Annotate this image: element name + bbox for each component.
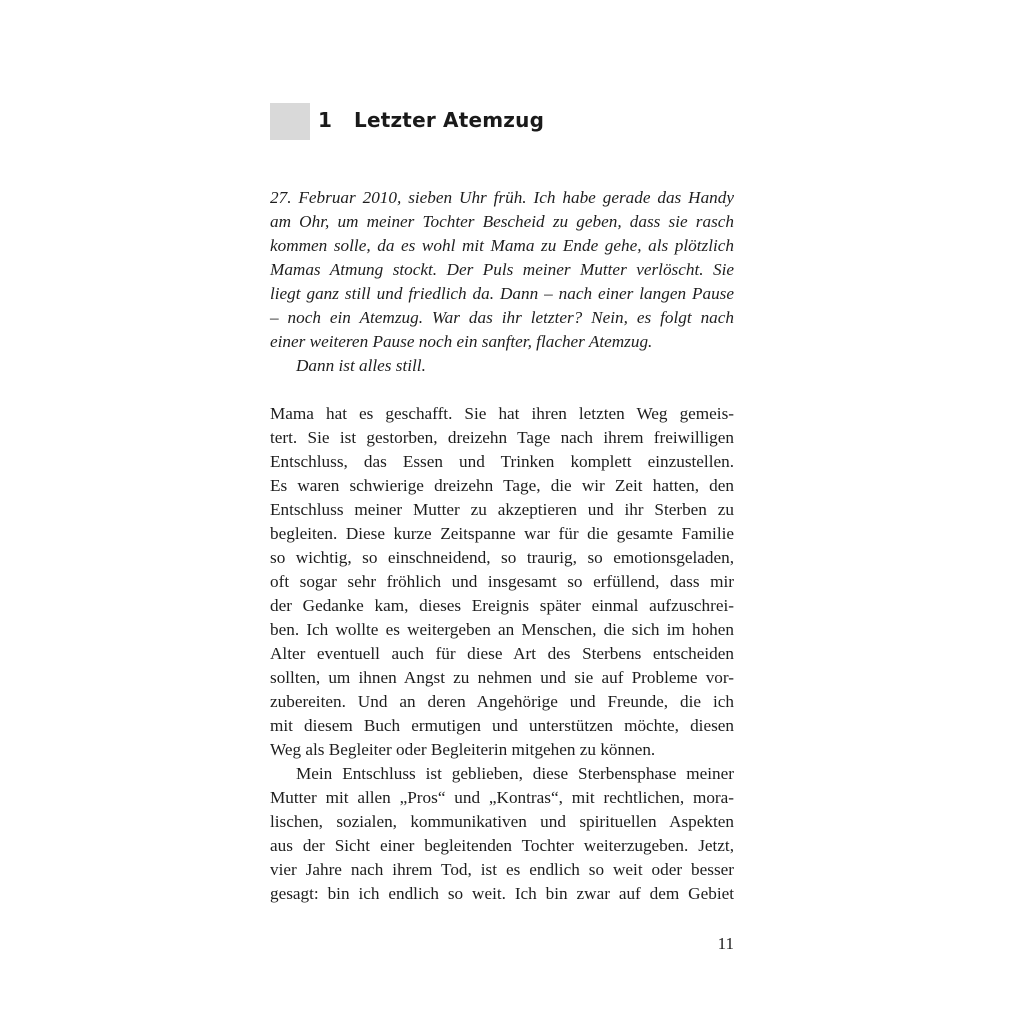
chapter-heading xyxy=(318,108,544,132)
text-line: Es waren schwierige dreizehn Tage, die wir Zeit hatten, den xyxy=(270,476,734,495)
text-line: ben. Ich wollte es weitergeben an Menschen, die sich im hohen xyxy=(270,620,734,639)
chapter-title: Letzter Atemzug xyxy=(354,108,545,132)
text-line: Mein Entschluss ist geblieben, diese Sterbensphase meiner xyxy=(296,764,734,783)
chapter-marker-box xyxy=(270,103,310,140)
chapter-number: 1 xyxy=(318,108,333,132)
text-line: Entschluss meiner Mutter zu akzeptieren und ihr Sterben zu xyxy=(270,500,734,519)
text-line: Mutter mit allen „Pros“ und „Kontras“, mit rechtlichen, mora- xyxy=(270,788,734,807)
text-line: mit diesem Buch ermutigen und unterstützen möchte, diesen xyxy=(270,716,734,735)
text-line: Weg als Begleiter oder Begleiterin mitgehen zu können. xyxy=(270,740,656,759)
text-line: kommen solle, da es wohl mit Mama zu Ende gehe, als plötzlich xyxy=(270,236,734,255)
text-line: sollten, um ihnen Angst zu nehmen und sie auf Probleme vor- xyxy=(270,668,734,687)
text-line: am Ohr, um meiner Tochter Bescheid zu geben, dass sie rasch xyxy=(270,212,734,231)
text-line: begleiten. Diese kurze Zeitspanne war für die gesamte Familie xyxy=(270,524,734,543)
text-line: so wichtig, so einschneidend, so traurig, so emotionsgeladen, xyxy=(270,548,734,567)
text-line: lischen, sozialen, kommunikativen und spirituellen Aspekten xyxy=(270,812,734,831)
text-line: Dann ist alles still. xyxy=(296,356,426,375)
text-line: Entschluss, das Essen und Trinken komplett einzustellen. xyxy=(270,452,734,471)
text-line: tert. Sie ist gestorben, dreizehn Tage nach ihrem freiwilligen xyxy=(270,428,734,447)
text-line: Mama hat es geschafft. Sie hat ihren letzten Weg gemeis- xyxy=(270,404,734,423)
text-line: der Gedanke kam, dieses Ereignis später einmal aufzuschrei- xyxy=(270,596,734,615)
text-line: liegt ganz still und friedlich da. Dann – nach einer langen Pause xyxy=(270,284,734,303)
text-line: aus der Sicht einer begleitenden Tochter weiterzugeben. Jetzt, xyxy=(270,836,734,855)
text-line: einer weiteren Pause noch ein sanfter, flacher Atemzug. xyxy=(270,332,653,351)
page-number: 11 xyxy=(717,934,734,953)
text-line: Mamas Atmung stockt. Der Puls meiner Mutter verlöscht. Sie xyxy=(270,260,734,279)
text-line: vier Jahre nach ihrem Tod, ist es endlich so weit oder besser xyxy=(270,860,734,879)
text-line: gesagt: bin ich endlich so weit. Ich bin zwar auf dem Gebiet xyxy=(270,884,734,903)
text-line: 27. Februar 2010, sieben Uhr früh. Ich habe gerade das Handy xyxy=(270,188,734,207)
text-line: zubereiten. Und an deren Angehörige und Freunde, die ich xyxy=(270,692,734,711)
text-line: Alter eventuell auch für diese Art des Sterbens entscheiden xyxy=(270,644,734,663)
text-line: – noch ein Atemzug. War das ihr letzter? Nein, es folgt nach xyxy=(270,308,734,327)
text-line: oft sogar sehr fröhlich und insgesamt so erfüllend, dass mir xyxy=(270,572,734,591)
